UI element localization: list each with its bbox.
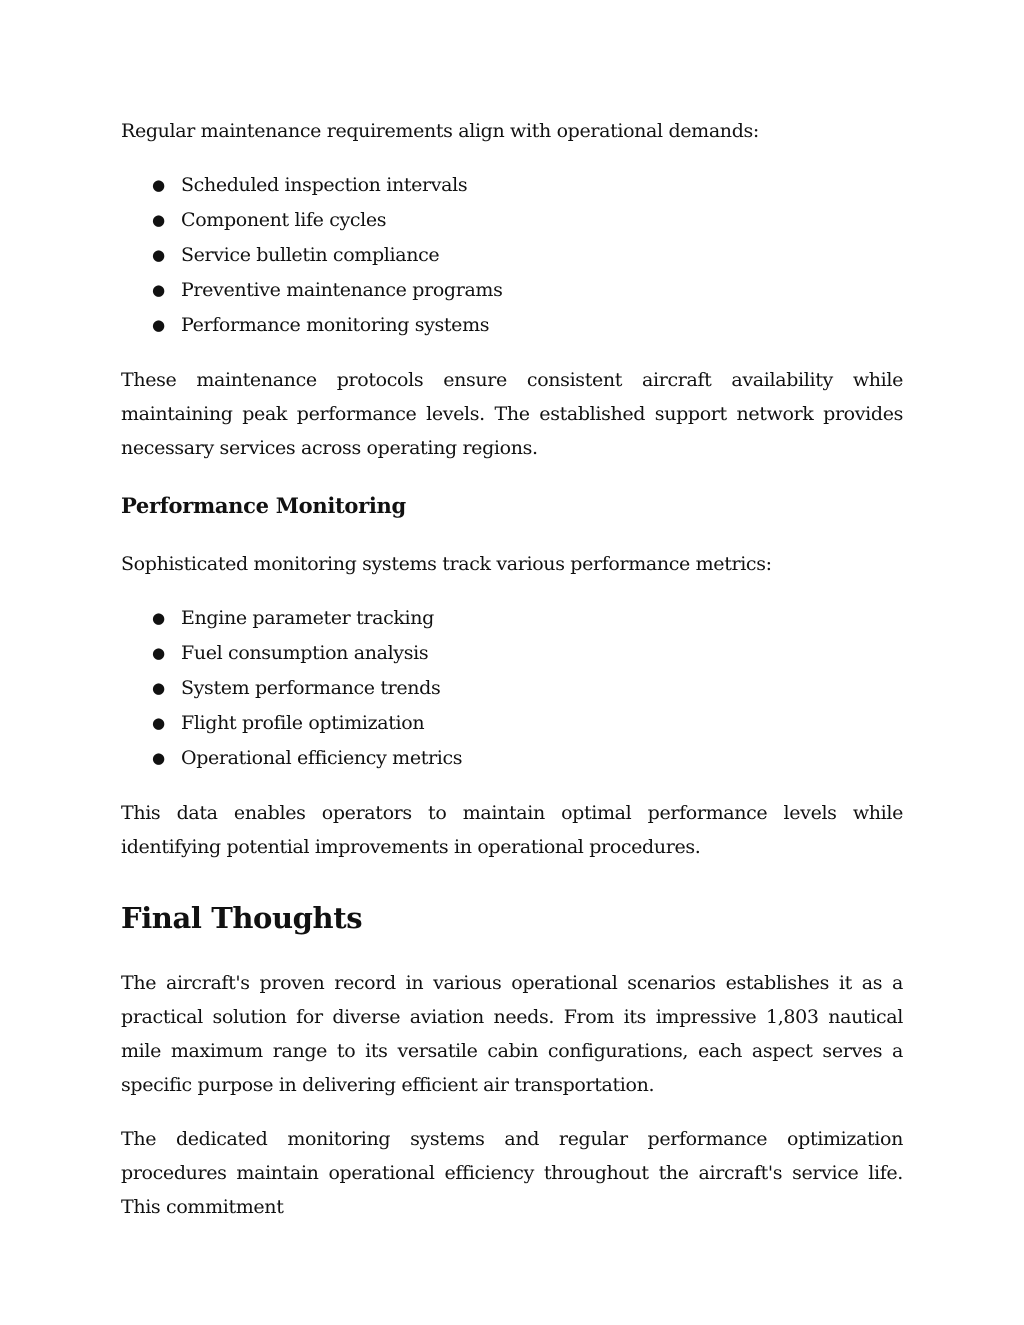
list-item	[121, 706, 903, 741]
bullet-icon: ●	[152, 211, 165, 229]
maintenance-summary-paragraph: These maintenance protocols ensure consistent aircraft availability while maintaining peak performance levels. The established support network provides necessary services across operating regions.	[121, 369, 903, 459]
list-item	[121, 741, 903, 776]
bullet-icon: ●	[152, 176, 165, 194]
list-item-text: Component life cycles	[181, 209, 387, 231]
bullet-icon: ●	[152, 281, 165, 299]
list-item-text: Scheduled inspection intervals	[181, 174, 468, 196]
monitoring-intro: Sophisticated monitoring systems track various performance metrics:	[121, 553, 772, 575]
bullet-icon: ●	[152, 644, 165, 662]
list-item-text: Operational efficiency metrics	[181, 747, 463, 769]
bullet-icon: ●	[152, 749, 165, 767]
document-page	[121, 114, 903, 1224]
monitoring-list	[121, 601, 903, 776]
list-item	[121, 671, 903, 706]
list-item-text: Flight profile optimization	[181, 712, 425, 734]
list-item	[121, 203, 903, 238]
list-item	[121, 601, 903, 636]
final-thoughts-heading: Final Thoughts	[121, 901, 363, 935]
bullet-icon: ●	[152, 714, 165, 732]
bullet-icon: ●	[152, 679, 165, 697]
list-item-text: System performance trends	[181, 677, 441, 699]
performance-monitoring-heading: Performance Monitoring	[121, 493, 406, 518]
list-item	[121, 238, 903, 273]
final-thoughts-paragraph-2: The dedicated monitoring systems and regular performance optimization procedures maintain operational efficiency throughout the aircraft's service life. This commitment	[121, 1128, 903, 1218]
list-item-text: Preventive maintenance programs	[181, 279, 503, 301]
list-item	[121, 168, 903, 203]
list-item	[121, 273, 903, 308]
monitoring-summary-paragraph: This data enables operators to maintain optimal performance levels while identifying potential improvements in operational procedures.	[121, 802, 903, 858]
bullet-icon: ●	[152, 246, 165, 264]
list-item	[121, 308, 903, 343]
final-thoughts-paragraph-1: The aircraft's proven record in various operational scenarios establishes it as a practical solution for diverse aviation needs. From its impressive 1,803 nautical mile maximum range to its versatile cabin configurations, each aspect serves a specific purpose in delivering efficient air transportation.	[121, 972, 903, 1096]
list-item-text: Fuel consumption analysis	[181, 642, 429, 664]
maintenance-intro: Regular maintenance requirements align with operational demands:	[121, 120, 759, 142]
list-item-text: Service bulletin compliance	[181, 244, 440, 266]
list-item-text: Performance monitoring systems	[181, 314, 490, 336]
list-item-text: Engine parameter tracking	[181, 607, 434, 629]
bullet-icon: ●	[152, 609, 165, 627]
list-item	[121, 636, 903, 671]
maintenance-list	[121, 168, 903, 343]
bullet-icon: ●	[152, 316, 165, 334]
